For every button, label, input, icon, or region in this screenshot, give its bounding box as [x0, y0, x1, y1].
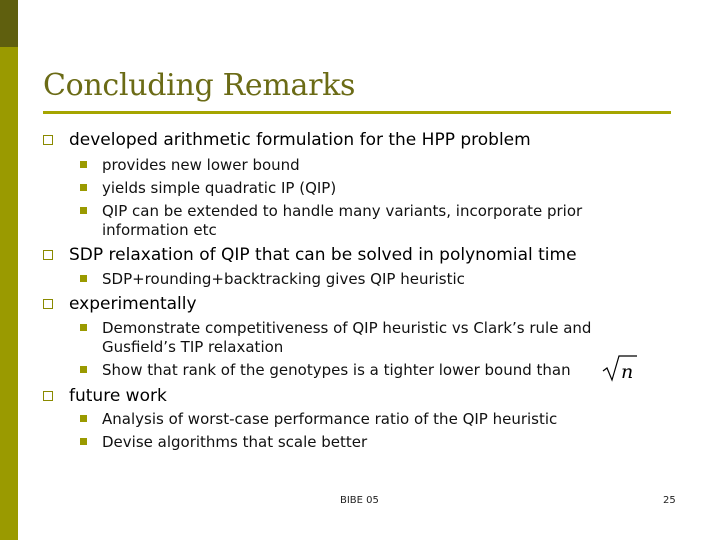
left-accent-bar-top	[0, 0, 18, 47]
slide-title: Concluding Remarks	[43, 68, 356, 103]
filled-square-bullet-icon	[80, 324, 87, 331]
square-bullet-icon	[43, 135, 53, 145]
sub-bullet-text: Analysis of worst-case performance ratio of the QIP heuristic	[102, 410, 558, 428]
formula-variable: n	[621, 361, 634, 382]
square-bullet-icon	[43, 250, 53, 260]
sub-bullet-text: provides new lower bound	[102, 156, 300, 174]
filled-square-bullet-icon	[80, 184, 87, 191]
footer-conference: BIBE 05	[340, 495, 379, 506]
sqrt-n-formula	[602, 354, 638, 382]
sub-bullet-text: yields simple quadratic IP (QIP)	[102, 179, 337, 197]
filled-square-bullet-icon	[80, 415, 87, 422]
square-bullet-icon	[43, 299, 53, 309]
sub-bullet-text: SDP+rounding+backtracking gives QIP heuristic	[102, 270, 465, 288]
sub-bullet-text: Devise algorithms that scale better	[102, 433, 368, 451]
square-bullet-icon	[43, 391, 53, 401]
title-underline	[43, 111, 671, 114]
sub-bullet-text: QIP can be extended to handle many variants, incorporate prior information etc	[102, 202, 583, 239]
filled-square-bullet-icon	[80, 207, 87, 214]
filled-square-bullet-icon	[80, 438, 87, 445]
filled-square-bullet-icon	[80, 366, 87, 373]
filled-square-bullet-icon	[80, 275, 87, 282]
bullet-text: future work	[69, 386, 167, 406]
bullet-text: SDP relaxation of QIP that can be solved in polynomial time	[69, 245, 577, 265]
sub-bullet-text: Show that rank of the genotypes is a tighter lower bound than	[102, 361, 571, 379]
left-accent-bar	[0, 0, 18, 540]
bullet-text: experimentally	[69, 294, 197, 314]
sub-bullet-text: Demonstrate competitiveness of QIP heuristic vs Clark’s rule and Gusfield’s TIP relaxation	[102, 319, 592, 356]
page-number: 25	[663, 495, 676, 506]
bullet-text: developed arithmetic formulation for the HPP problem	[69, 130, 531, 150]
filled-square-bullet-icon	[80, 161, 87, 168]
